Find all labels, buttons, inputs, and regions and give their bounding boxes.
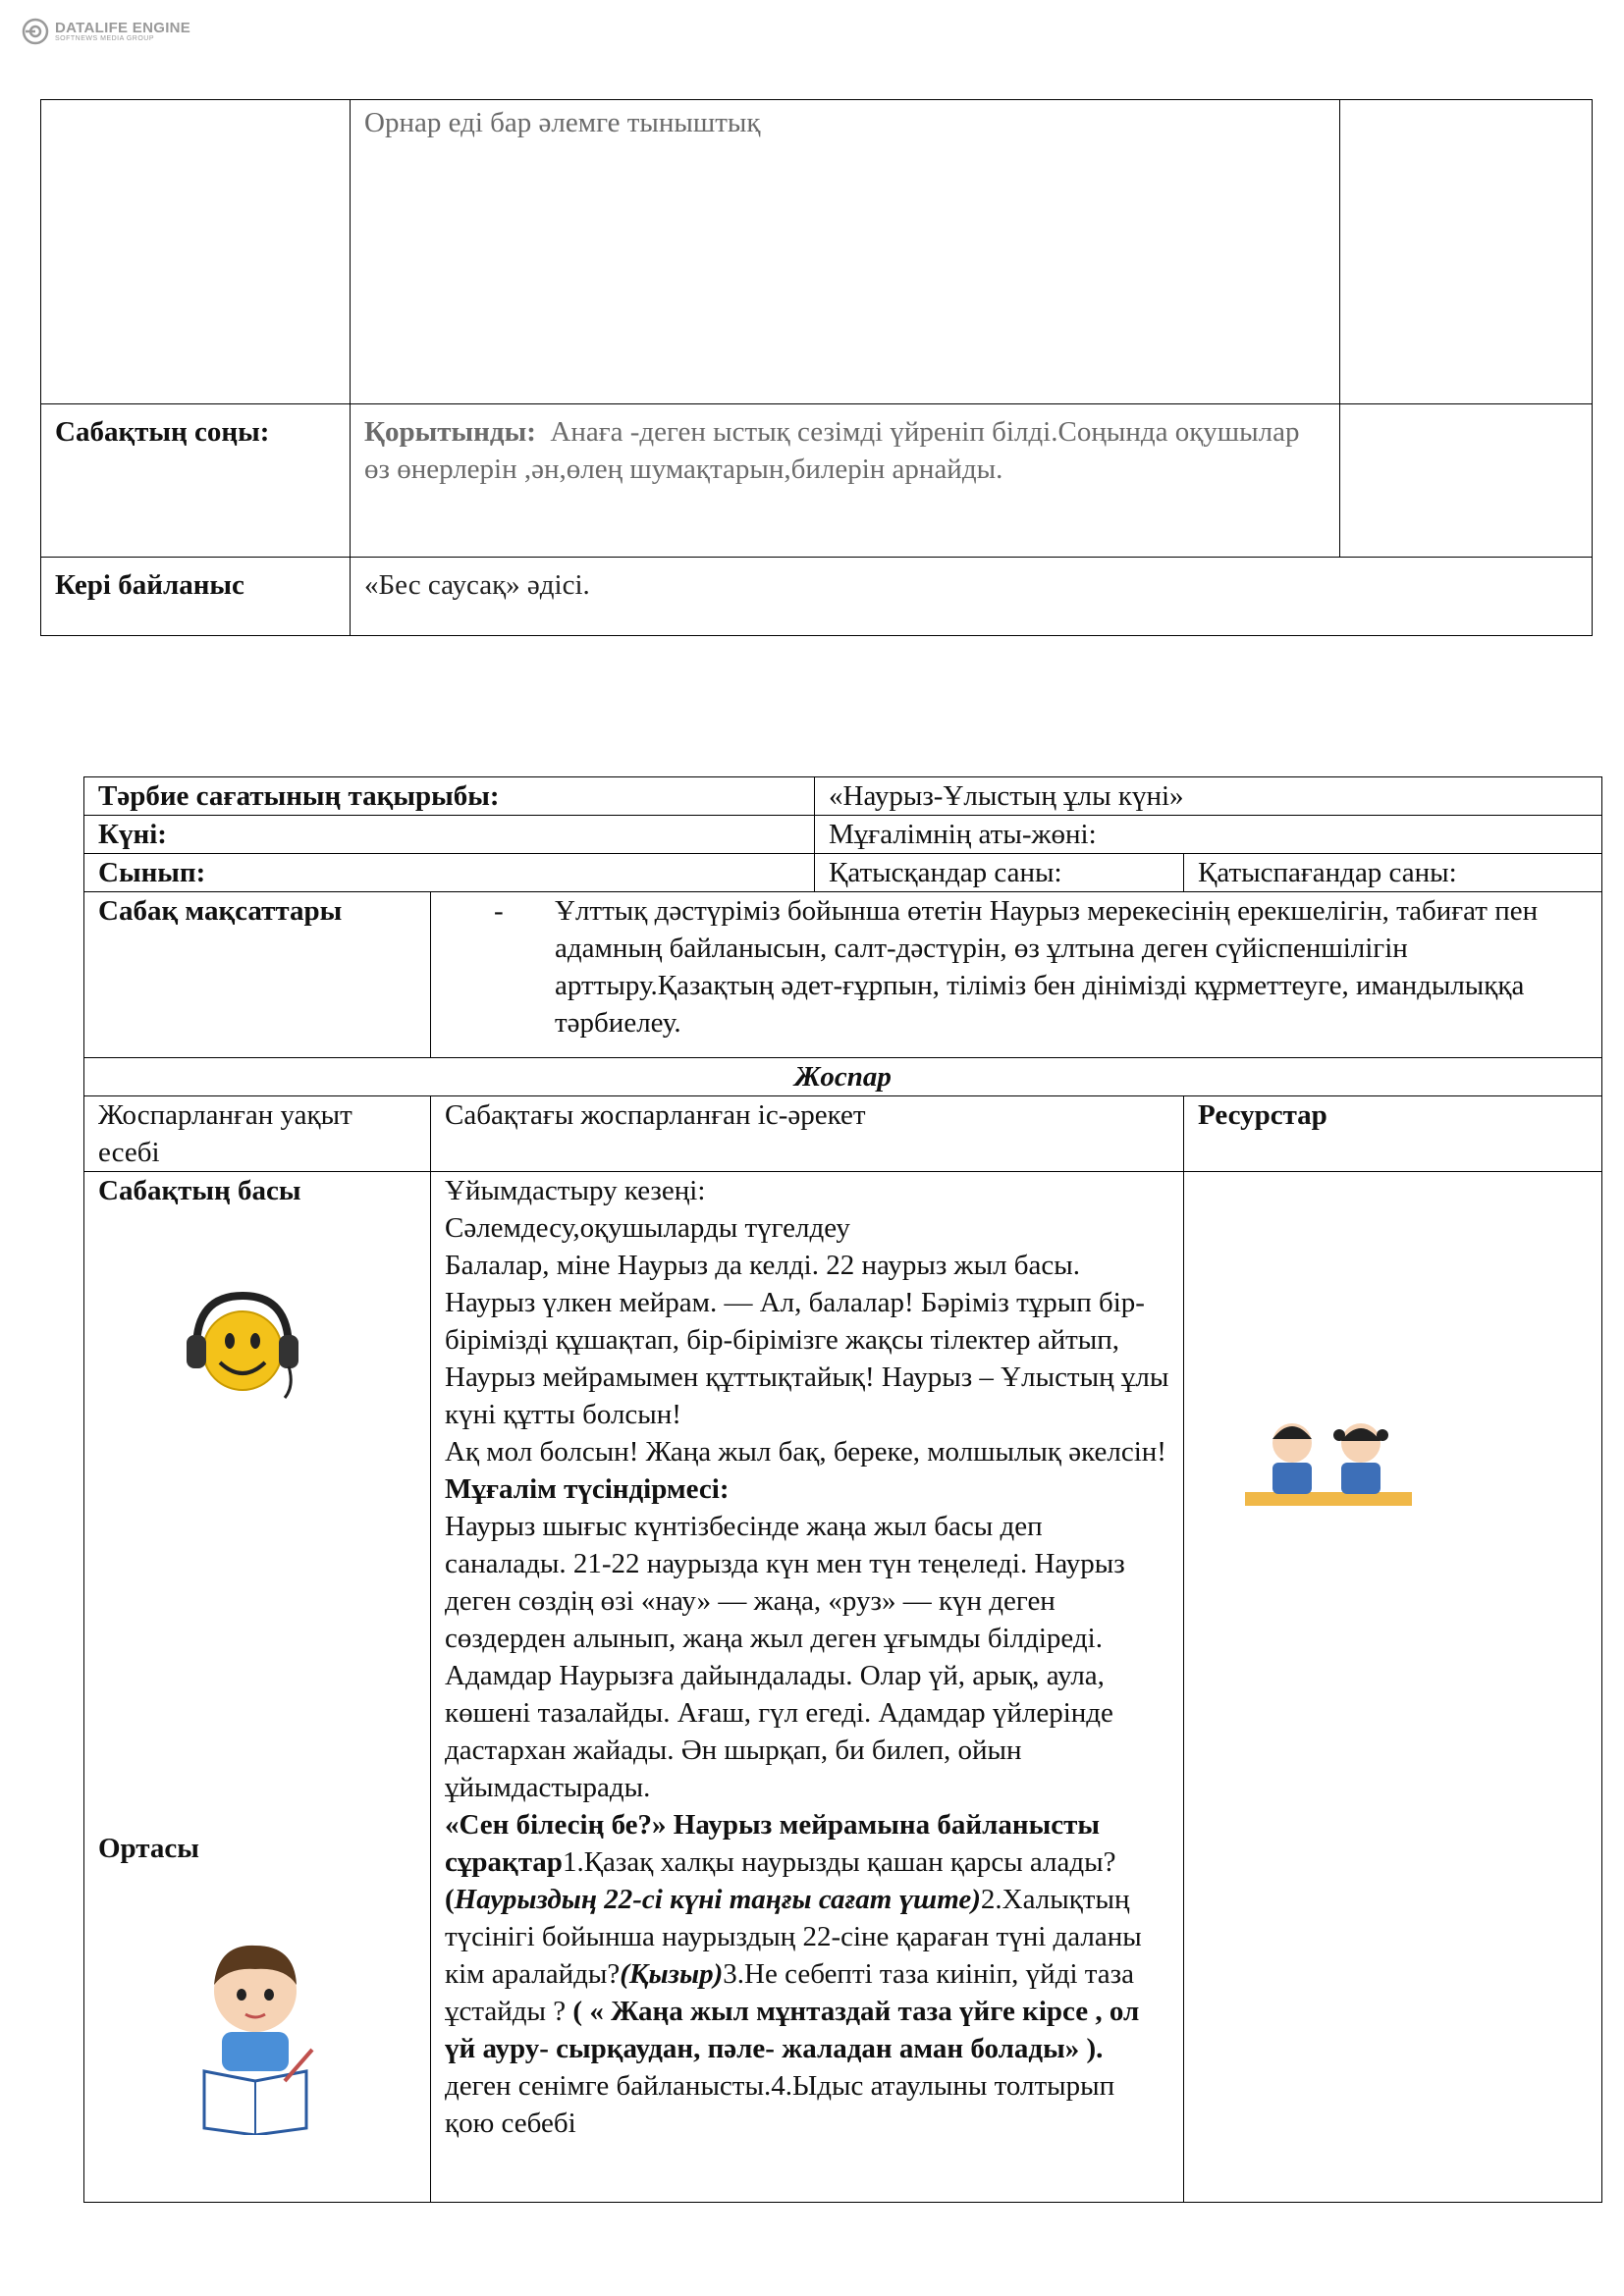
boy-with-book-icon (196, 1934, 319, 2135)
conclusion-cell (351, 404, 1340, 558)
teacher-explanation-heading: Мұғалім түсіндірмесі: (445, 1473, 730, 1505)
watermark-title: DATALIFE ENGINE (55, 20, 191, 36)
smiley-headphones-icon (179, 1288, 306, 1406)
stage-middle-label: Ортасы (98, 1833, 199, 1864)
wish-text: Ақ мол болсын! Жаңа жыл бақ, береке, молшылық әкелсін! (445, 1436, 1166, 1468)
org-stage: Ұйымдастыру кезеңі: (445, 1175, 706, 1206)
feedback-value: «Бес саусақ» әдісі. (351, 558, 1593, 636)
stage-start-label: Сабақтың басы (98, 1175, 301, 1206)
col-activity-header: Сабақтағы жоспарланған іс-әрекет (431, 1096, 1184, 1172)
empty-cell (41, 100, 351, 404)
activity-body (431, 1172, 1184, 2203)
poem-line: Орнар еді бар әлемге тыныштық (364, 107, 761, 138)
poem-cell (351, 100, 1340, 404)
wish-paragraph (445, 1433, 1169, 1508)
logo-icon (22, 18, 49, 45)
col-resources-header: Ресурстар (1184, 1096, 1602, 1172)
aims-label (84, 892, 431, 1058)
answer-2: (Қызыр) (620, 1958, 724, 1990)
answer-1-paren: ( (445, 1884, 455, 1915)
questions-paragraph (445, 1806, 1169, 2142)
summary-table (40, 99, 1593, 636)
empty-cell (1340, 100, 1593, 404)
col-time-header: Жоспарланған уақыт есебі (84, 1096, 431, 1172)
answer-1: Наурыздың 22-сі күні таңғы сағат үште) (454, 1884, 981, 1915)
question-3-tail: деген сенімге байланысты.4.Ыдыс атаулыны толтырып қою себебі (445, 2070, 1115, 2139)
aims-text: Ұлттық дәстүріміз бойынша өтетін Наурыз мерекесінің ерекшелігін, табиғат пен адамның байланысын, салт-дәстүрін, өз ұлтына деген сүйіспеншілігін арттыру.Қазақтың әдет-ғұрпын, тіліміз бен дінімізді құрметтеуге, имандылыққа тәрбиелеу. (555, 895, 1539, 1039)
empty-cell (1340, 404, 1593, 558)
greeting-line: Сәлемдесу,оқушыларды түгелдеу (445, 1212, 850, 1244)
conclusion-heading: Қорытынды: (364, 416, 536, 448)
watermark (22, 18, 190, 45)
plan-title: Жоспар (84, 1058, 1602, 1096)
topic-label: Тәрбие сағатының тақырыбы: (84, 777, 815, 816)
aims-dash: - (494, 895, 504, 927)
answer-3: ( « Жаңа жыл мұнтаздай таза үйге кірсе , ол үй ауру- сырқаудан, пәле- жаладан аман болады» ). (445, 1996, 1140, 2064)
intro-paragraph: Балалар, міне Наурыз да келді. 22 наурыз жыл басы. Наурыз үлкен мейрам. — Ал, балалар! Бәріміз тұрып бір-бірімізді құшақтап, бір-бірімізге жақсы тілектер айтып, Наурыз мейрамымен құттықтайық! Наурыз – Ұлыстың ұлы күні құтты болсын! (445, 1250, 1169, 1430)
watermark-subtitle: SOFTNEWS MEDIA GROUP (55, 35, 155, 42)
question-3: 3.Не себепті таза киініп, үйді таза ұстайды ? (445, 1958, 1134, 2027)
aims-label-text: Сабақ мақсаттары (98, 895, 343, 927)
feedback-label: Кері байланыс (41, 558, 351, 636)
explanation-paragraph: Наурыз шығыс күнтізбесінде жаңа жыл басы деп саналады. 21-22 наурызда күн мен түн теңеледі. Наурыз деген сөздің өзі «нау» — жаңа, «руз» — күн деген сөздерден алынып, жаңа жыл деген ұғымды білдіреді. Адамдар Наурызға дайындалады. Олар үй, арық, аула, көшені тазалайды. Ағаш, гүл егеді. Адамдар үйлерінде дастархан жайады. Ән шырқап, би билеп, ойын ұйымдастырады. (445, 1511, 1125, 1803)
lesson-end-label: Сабақтың соңы: (41, 404, 351, 558)
date-label: Күні: (84, 816, 815, 854)
topic-value: «Наурыз-Ұлыстың ұлы күні» (815, 777, 1602, 816)
present-label: Қатысқандар саны: (815, 854, 1184, 892)
questions-heading: «Сен білесің бе?» Наурыз мейрамына байланысты сұрақтар (445, 1809, 1100, 1878)
absent-label: Қатыспағандар саны: (1184, 854, 1602, 892)
question-2: 2.Халықтың түсінігі бойынша наурыздың 22-сіне қараған түні даланы кім аралайды? (445, 1884, 1142, 1990)
children-at-desk-icon (1245, 1414, 1412, 1522)
conclusion-text: Анаға -деген ыстық сезімді үйреніп білді.Соңында оқушылар өз өнерлерін ,ән,өлең шумақтарын,билерін арнайды. (364, 416, 1300, 485)
resources-cell (1184, 1172, 1602, 2203)
teacher-label: Мұғалімнің аты-жөні: (815, 816, 1602, 854)
class-label: Сынып: (84, 854, 815, 892)
aims-cell (431, 892, 1602, 1058)
question-1: 1.Қазақ халқы наурызды қашан қарсы алады? (562, 1846, 1116, 1878)
